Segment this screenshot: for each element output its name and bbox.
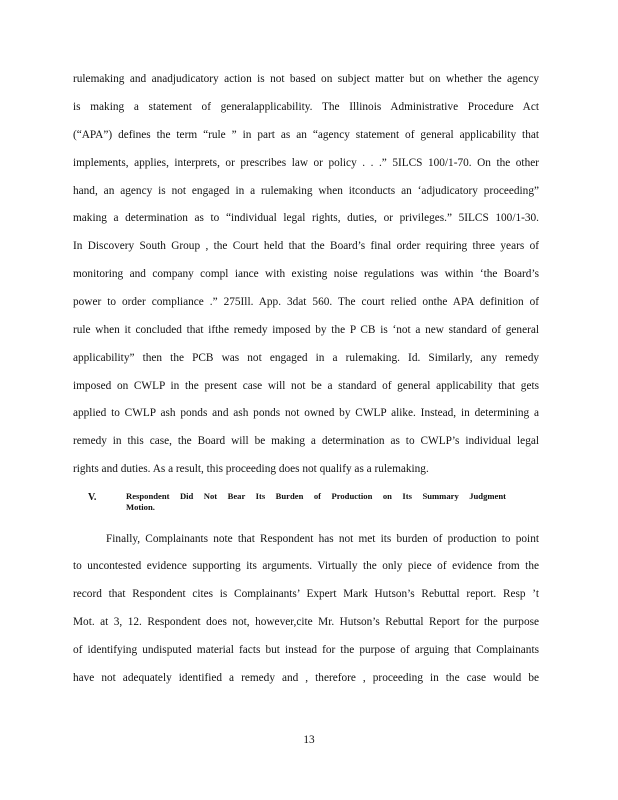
body-text-line: rights and duties. As a result, this proceeding does not qualify as a rulemaking. [73,463,429,475]
body-text-line: Mot. at 3, 12. Respondent does not, however,cite Mr. Hutson’s Rebuttal Report for the purpose [73,616,539,628]
page-number: 13 [303,734,315,746]
body-text-line: to uncontested evidence supporting its arguments. Virtually the only piece of evidence from the [73,560,539,572]
body-text-line: rule when it concluded that ifthe remedy imposed by the P CB is ‘not a new standard of general [73,324,539,336]
body-text-line: implements, applies, interprets, or prescribes law or policy . . .” 5ILCS 100/1-70. On the other [73,157,539,169]
body-text-line: monitoring and company compl iance with existing noise regulations was within ‘the Board’s [73,268,539,280]
paragraph-first-line: Finally, Complainants note that Respondent has not met its burden of production to point [106,533,539,545]
body-text-line: hand, an agency is not engaged in a rulemaking when itconducts an ‘adjudicatory proceeding” [73,185,539,197]
body-text-line: applied to CWLP ash ponds and ash ponds not owned by CWLP alike. Instead, in determining a [73,407,539,419]
body-text-line: imposed on CWLP in the present case will not be a standard of general applicability that gets [73,380,539,392]
body-text-line: is making a statement of generalapplicability. The Illinois Administrative Procedure Act [73,101,539,113]
body-text-line: making a determination as to “individual legal rights, duties, or privileges.” 5ILCS 100/1-30. [73,212,539,224]
body-text-line: rulemaking and anadjudicatory action is not based on subject matter but on whether the agency [73,73,539,85]
section-heading-line: Motion. [126,502,155,512]
body-text-line: have not adequately identified a remedy and , therefore , proceeding in the case would be [73,672,539,684]
section-number: V. [88,492,97,503]
body-text-line: applicability” then the PCB was not engaged in a rulemaking. Id. Similarly, any remedy [73,352,539,364]
section-heading [126,491,506,513]
body-text-line: of identifying undisputed material facts but instead for the purpose of arguing that Complainants [73,644,539,656]
body-text-line: In Discovery South Group , the Court held that the Board’s final order requiring three years of [73,240,539,252]
body-text-line: record that Respondent cites is Complainants’ Expert Mark Hutson’s Rebuttal report. Resp ’t [73,588,539,600]
body-text-line: remedy in this case, the Board will be making a determination as to CWLP’s individual legal [73,435,539,447]
section-heading-line: Respondent Did Not Bear Its Burden of Production on Its Summary Judgment [126,491,506,501]
body-text-line: power to order compliance .” 275Ill. App. 3dat 560. The court relied onthe APA definition of [73,296,539,308]
body-text-line: (“APA”) defines the term “rule ” in part as an “agency statement of general applicability that [73,129,539,141]
